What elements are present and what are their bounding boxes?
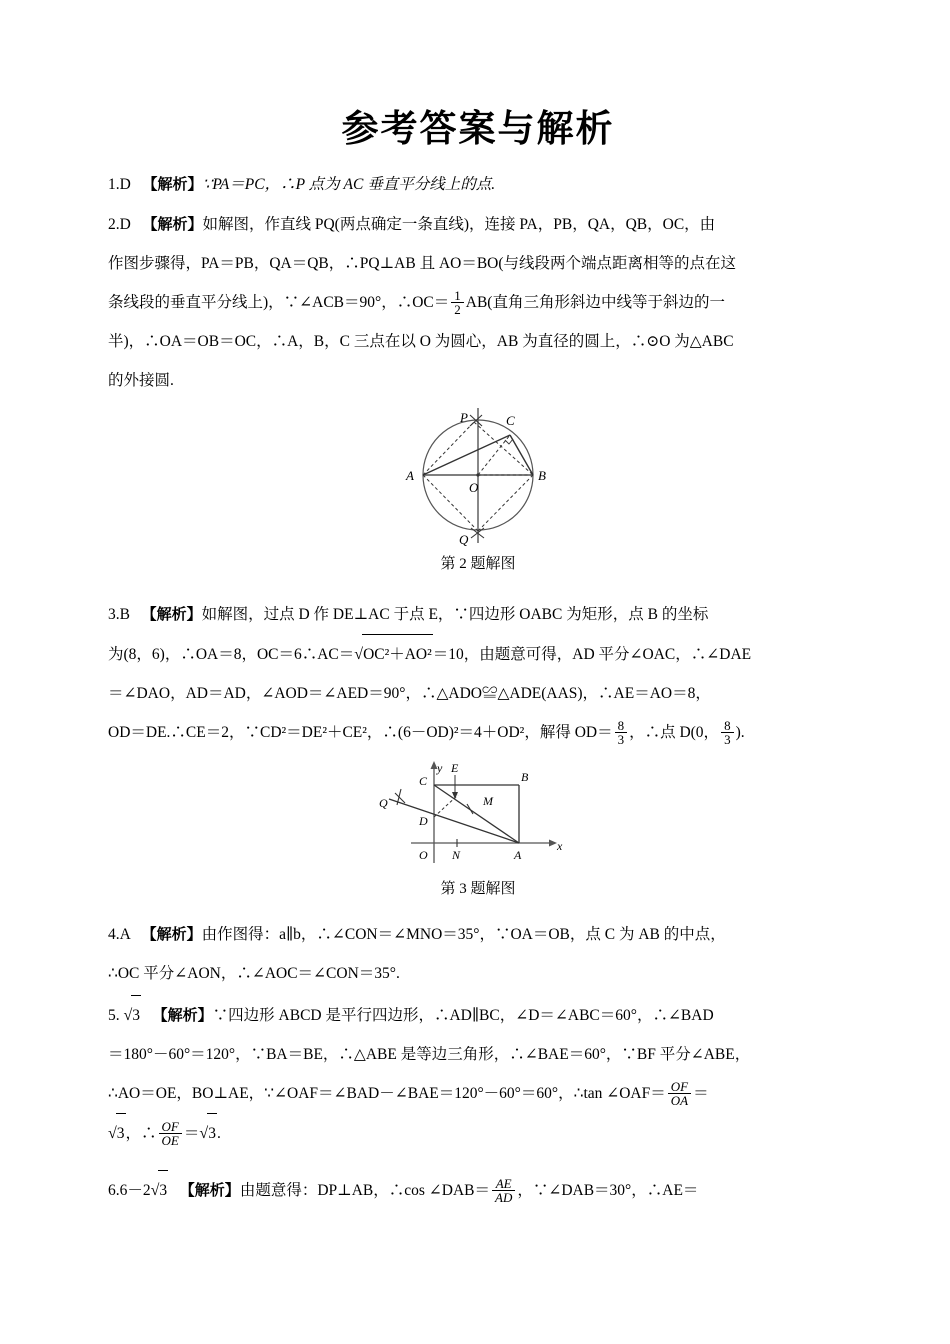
figure-2 <box>108 400 848 573</box>
fraction-denominator: 3 <box>724 731 731 747</box>
answer-6-text-1a: 由题意得：DP⊥AB，∴cos ∠DAB＝ <box>239 1182 490 1199</box>
figure-3-drawing <box>371 755 586 875</box>
sqrt-three-1 <box>108 1113 126 1153</box>
answer-2-line-4 <box>108 322 848 361</box>
answer-5-line-3 <box>108 1074 848 1113</box>
answer-6-number: 6. <box>108 1182 120 1199</box>
answer-3-line-2 <box>108 634 848 674</box>
x-axis-arrow <box>549 840 557 847</box>
answer-3-line-1 <box>108 595 848 634</box>
answer-entry-6 <box>108 1170 848 1210</box>
fraction-numerator: 1 <box>451 289 464 303</box>
answer-3-tag: 【解析】 <box>141 606 202 623</box>
figure-2-caption: 第 2 题解图 <box>440 556 516 572</box>
figure-3 <box>108 755 848 898</box>
label-Q: Q <box>378 796 388 810</box>
label-N: N <box>451 848 460 862</box>
answer-3-text-3: ＝∠DAO，AD＝AD，∠AOD＝∠AED＝90°，∴△ADO≌△ADE(AAS)，∴AE＝AO＝8， <box>108 685 711 702</box>
answer-3-text-2a: 为(8，6)，∴OA＝8，OC＝6∴AC＝ <box>108 646 355 663</box>
answer-5-line-2 <box>108 1035 848 1074</box>
answer-6-text-1b: ，∵∠DAB＝30°，∴AE＝ <box>517 1182 699 1199</box>
answer-3-text-4a: OD＝DE.∴CE＝2，∵CD²＝DE²＋CE²，∴(6－OD)²＝4＋OD²，解得 OD＝ <box>108 724 613 741</box>
page-title: 参考答案与解析 <box>341 109 615 150</box>
answer-4-value: A <box>119 926 130 943</box>
radical-sign: √ <box>354 646 364 663</box>
fraction-denominator: AD <box>495 1189 513 1205</box>
answer-5-line-1 <box>108 995 848 1035</box>
radical-sign: √ <box>199 1125 209 1142</box>
answer-2-line-5 <box>108 361 848 400</box>
line-QDA <box>389 799 519 843</box>
fraction-OF-OA <box>668 1080 691 1108</box>
answer-2-text-2: 作图步骤得，PA＝PB，QA＝QB，∴PQ⊥AB 且 AO＝BO(与线段两个端点距离相等的点在这 <box>108 255 737 272</box>
segment-AC <box>423 435 510 475</box>
segment-PB <box>474 422 533 475</box>
label-O: O <box>418 848 428 862</box>
answer-2-text-3b: AB(直角三角形斜边中线等于斜边的一 <box>465 294 725 311</box>
sqrt-expression <box>354 634 433 674</box>
sqrt-radicand: 3 <box>131 995 141 1035</box>
answer-4-text-2: ∴OC 平分∠AON，∴∠AOC＝∠CON＝35°. <box>108 965 400 982</box>
answer-entry-4 <box>108 915 848 993</box>
answer-2-line-3 <box>108 283 848 322</box>
tick-mark-CA <box>467 804 473 814</box>
label-x-axis: x <box>556 839 562 853</box>
answer-5-line-4 <box>108 1113 848 1153</box>
answer-2-tag: 【解析】 <box>142 216 203 233</box>
label-A: A <box>513 848 521 862</box>
answer-3-text-2b: ＝10，由题意可得，AD 平分∠OAC，∴∠DAE <box>432 646 752 663</box>
answer-2-value: D <box>119 216 131 233</box>
label-E: E <box>450 761 458 775</box>
answer-4-text-1: 由作图得：a∥b，∴∠CON＝∠MNO＝35°，∵OA＝OB，点 C 为 AB 的中点， <box>201 926 726 943</box>
answer-2-line-1 <box>108 205 848 244</box>
answer-1-value: D <box>119 176 131 193</box>
radical-sign: √ <box>123 1007 133 1024</box>
label-C: C <box>506 413 515 428</box>
sqrt-radicand: 3 <box>207 1113 217 1153</box>
label-M: M <box>482 794 493 808</box>
answer-5-text-4e: . <box>216 1125 221 1142</box>
answer-5-number: 5. <box>108 1007 120 1024</box>
answer-entry-5 <box>108 995 848 1153</box>
answer-4-line-1 <box>108 915 848 954</box>
right-angle-marker-C <box>505 439 513 444</box>
fraction-denominator: 2 <box>454 301 461 317</box>
label-C: C <box>418 774 427 788</box>
answer-4-tag: 【解析】 <box>141 926 202 943</box>
segment-DE-dashed <box>434 795 458 817</box>
answer-entry-1 <box>108 165 848 204</box>
answer-5-text-4b: ，∴ <box>125 1125 157 1142</box>
figure-3-caption: 第 3 题解图 <box>440 881 516 897</box>
answer-5-text-3a: ∴AO＝OE，BO⊥AE，∵∠OAF＝∠BAD－∠BAE＝120°－60°＝60°，∴tan ∠OAF＝ <box>108 1085 666 1102</box>
segment-OC <box>478 435 510 475</box>
answer-2-text-4: 半)，∴OA＝OB＝OC，∴A，B，C 三点在以 O 为圆心，AB 为直径的圆上，∴⊙O 为△ABC <box>108 333 734 350</box>
fraction-numerator: AE <box>492 1177 515 1191</box>
fraction-denominator: OE <box>161 1132 179 1148</box>
fraction-denominator: 3 <box>617 731 625 747</box>
answer-5-tag: 【解析】 <box>152 1007 213 1024</box>
answer-3-number: 3. <box>108 606 120 623</box>
answer-5-value <box>124 995 142 1035</box>
answer-5-text-4c: ＝ <box>183 1125 200 1142</box>
answer-6-value-prefix: 6－2 <box>119 1182 151 1199</box>
answer-4-line-2 <box>108 954 848 993</box>
fraction-denominator: OA <box>670 1092 689 1108</box>
answer-3-line-4 <box>108 713 848 752</box>
fraction-numerator: 8 <box>615 719 628 733</box>
point-O-dot <box>476 473 479 476</box>
answer-3-text-4c: ). <box>735 724 745 741</box>
answer-1-number: 1. <box>108 176 120 193</box>
fraction-numerator: OF <box>159 1120 182 1134</box>
fraction-AE-AD <box>492 1177 515 1205</box>
figure-2-drawing <box>378 400 578 550</box>
fraction-numerator: OF <box>668 1080 691 1094</box>
radical-sign: √ <box>150 1182 160 1199</box>
answer-1-line <box>108 165 848 204</box>
answer-2-line-2 <box>108 244 848 283</box>
fraction-numerator: 8 <box>721 719 734 733</box>
answer-3-value: B <box>119 606 130 623</box>
sqrt-radicand: 3 <box>116 1113 126 1153</box>
label-O: O <box>469 480 479 495</box>
label-B: B <box>538 468 546 483</box>
answer-1-text: ∵PA＝PC，∴P 点为 AC 垂直平分线上的点. <box>202 176 496 193</box>
answer-2-text-1: 如解图，作直线 PQ(两点确定一条直线)，连接 PA，PB，QA，QB，OC，由 <box>202 216 716 233</box>
fraction-one-half <box>451 289 464 317</box>
answer-2-text-3a: 条线段的垂直平分线上)，∵∠ACB＝90°，∴OC＝ <box>108 294 450 311</box>
sqrt-radicand: 3 <box>158 1170 168 1210</box>
answer-entry-2 <box>108 205 848 400</box>
segment-PA <box>423 422 474 475</box>
sqrt-radicand: OC²＋AO² <box>362 634 433 674</box>
radical-sign: √ <box>108 1125 117 1142</box>
answer-2-number: 2. <box>108 216 120 233</box>
answer-5-text-2: ＝180°－60°＝120°，∵BA＝BE，∴△ABE 是等边三角形，∴∠BAE＝60°，∵BF 平分∠ABE， <box>108 1046 751 1063</box>
fraction-eight-thirds-2 <box>721 719 734 747</box>
answer-1-tag: 【解析】 <box>142 176 203 193</box>
answer-5-text-1: ∵四边形 ABCD 是平行四边形，∴AD∥BC，∠D＝∠ABC＝60°，∴∠BAD <box>212 1007 714 1024</box>
answer-3-text-1: 如解图，过点 D 作 DE⊥AC 于点 E，∵四边形 OABC 为矩形，点 B 的坐标 <box>201 606 709 623</box>
label-D: D <box>418 814 428 828</box>
answer-6-value-sqrt <box>151 1170 169 1210</box>
label-Q: Q <box>459 532 469 547</box>
label-A: A <box>406 468 414 483</box>
answer-3-line-3 <box>108 674 848 713</box>
answer-6-line-1 <box>108 1170 848 1210</box>
answer-entry-3 <box>108 595 848 752</box>
answer-6-tag: 【解析】 <box>179 1182 240 1199</box>
label-B: B <box>520 770 528 784</box>
answer-4-number: 4. <box>108 926 120 943</box>
fraction-eight-thirds-1 <box>615 719 628 747</box>
label-y-axis: y <box>436 761 442 775</box>
answer-2-text-5: 的外接圆. <box>108 372 174 389</box>
fraction-OF-OE <box>159 1120 182 1148</box>
sqrt-three-2 <box>199 1113 217 1153</box>
segment-CA <box>434 785 519 843</box>
answer-5-text-3b: ＝ <box>693 1085 709 1102</box>
answer-3-text-4b: ，∴点 D(0， <box>629 724 720 741</box>
label-P: P <box>460 410 468 425</box>
